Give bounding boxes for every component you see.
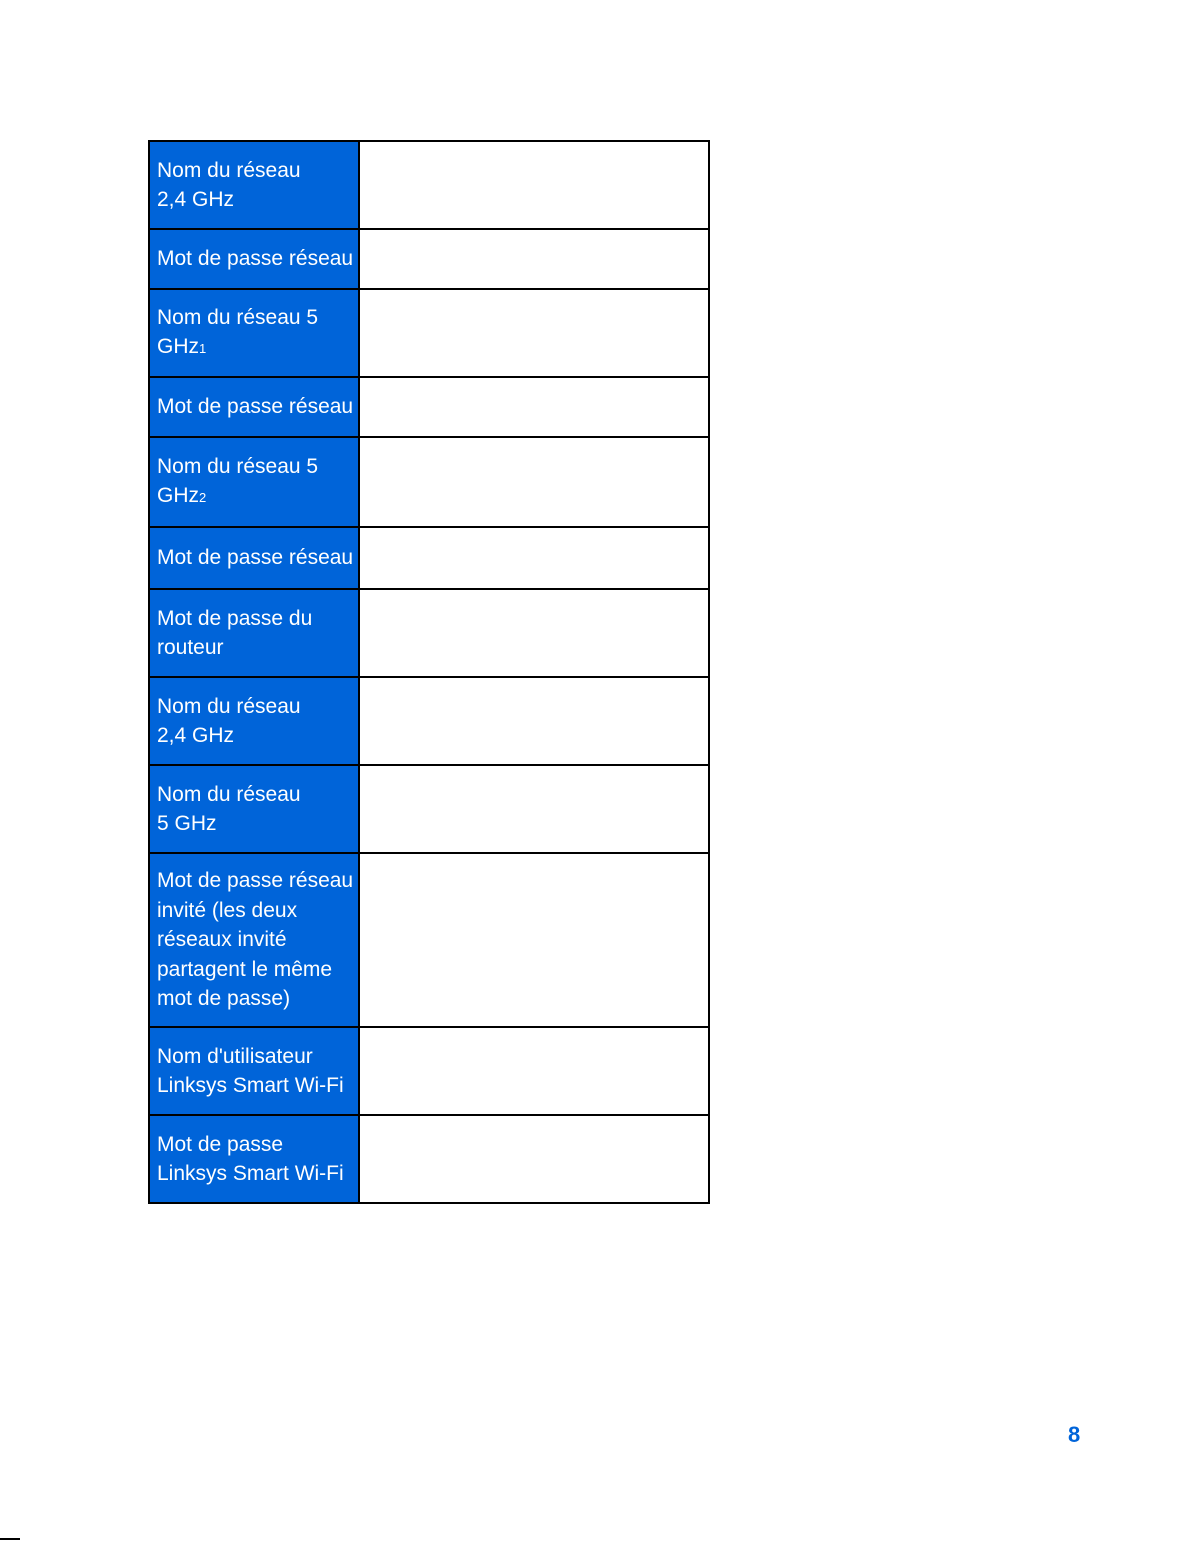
row-label-line	[157, 185, 354, 215]
row-label-text: Nom du réseau	[157, 694, 301, 718]
row-label-text: Nom du réseau 5	[157, 305, 319, 329]
row-label	[149, 765, 359, 853]
row-label-line	[157, 866, 354, 896]
table-row	[149, 377, 709, 437]
row-label	[149, 289, 359, 377]
table-row	[149, 853, 709, 1027]
network-info-table	[148, 140, 710, 1204]
row-label-text: Nom du réseau	[157, 158, 301, 182]
row-label-line	[157, 604, 354, 634]
row-label-text: Nom du réseau	[157, 782, 301, 806]
row-label-text: Mot de passe réseau	[157, 546, 354, 570]
row-label-line	[157, 1159, 354, 1189]
row-label-text: Linksys Smart Wi-Fi	[157, 1162, 344, 1185]
row-value-field	[359, 289, 709, 377]
row-label-text: 2,4 GHz	[157, 724, 235, 747]
row-label	[149, 437, 359, 527]
row-label-text: Linksys Smart Wi-Fi	[157, 1074, 344, 1097]
row-label-line	[157, 809, 354, 839]
row-value-field	[359, 437, 709, 527]
row-value-field	[359, 377, 709, 437]
row-label	[149, 1115, 359, 1203]
row-label-text: GHz	[157, 335, 199, 358]
row-value-field	[359, 1115, 709, 1203]
row-label-line	[157, 1071, 354, 1101]
row-label-text: Mot de passe du	[157, 606, 313, 630]
row-value-field	[359, 229, 709, 289]
row-label	[149, 677, 359, 765]
row-label	[149, 229, 359, 289]
row-label-line	[157, 452, 354, 482]
table-row	[149, 677, 709, 765]
row-label-line	[157, 692, 354, 722]
row-label-text: Mot de passe réseau	[157, 395, 354, 419]
table-row	[149, 589, 709, 677]
row-label-text: 5 GHz	[157, 812, 217, 835]
row-label-text: Mot de passe réseau	[157, 247, 354, 271]
row-label-line	[157, 244, 354, 274]
row-label	[149, 1027, 359, 1115]
table-row	[149, 1027, 709, 1115]
row-label-line	[157, 543, 354, 573]
row-label-line	[157, 984, 354, 1014]
row-value-field	[359, 1027, 709, 1115]
row-value-field	[359, 853, 709, 1027]
table-row	[149, 141, 709, 229]
row-value-field	[359, 527, 709, 589]
table-row	[149, 437, 709, 527]
table-row	[149, 229, 709, 289]
row-label	[149, 141, 359, 229]
row-label-text: partagent le même	[157, 957, 333, 981]
row-label-subscript: 2	[199, 490, 207, 505]
row-label-line	[157, 332, 354, 364]
row-label	[149, 527, 359, 589]
row-label-text: Mot de passe réseau	[157, 869, 354, 893]
row-label-text: Nom d'utilisateur	[157, 1044, 313, 1068]
row-label	[149, 853, 359, 1027]
table-row	[149, 289, 709, 377]
row-label-text: Mot de passe	[157, 1132, 284, 1156]
row-label	[149, 377, 359, 437]
table-row	[149, 765, 709, 853]
row-label-line	[157, 1130, 354, 1160]
page-number: 8	[1068, 1422, 1081, 1447]
row-label-subscript: 1	[199, 341, 207, 356]
row-label-text: réseaux invité	[157, 928, 287, 952]
row-label	[149, 589, 359, 677]
row-value-field	[359, 765, 709, 853]
row-label-line	[157, 392, 354, 422]
row-label-line	[157, 955, 354, 985]
row-label-line	[157, 1042, 354, 1072]
row-label-line	[157, 303, 354, 333]
row-label-line	[157, 721, 354, 751]
row-label-line	[157, 481, 354, 513]
row-value-field	[359, 589, 709, 677]
row-label-text: mot de passe)	[157, 987, 291, 1011]
row-value-field	[359, 677, 709, 765]
row-label-text: GHz	[157, 484, 199, 507]
table-row	[149, 527, 709, 589]
table-row	[149, 1115, 709, 1203]
row-label-line	[157, 896, 354, 926]
network-info-table-body	[149, 141, 709, 1203]
row-label-text: invité (les deux	[157, 898, 298, 922]
row-label-line	[157, 780, 354, 810]
row-label-text: 2,4 GHz	[157, 188, 235, 211]
row-label-line	[157, 156, 354, 186]
row-value-field	[359, 141, 709, 229]
row-label-text: Nom du réseau 5	[157, 454, 319, 478]
row-label-line	[157, 925, 354, 955]
row-label-text: routeur	[157, 636, 224, 659]
row-label-line	[157, 633, 354, 663]
footer-mark	[0, 1538, 20, 1540]
